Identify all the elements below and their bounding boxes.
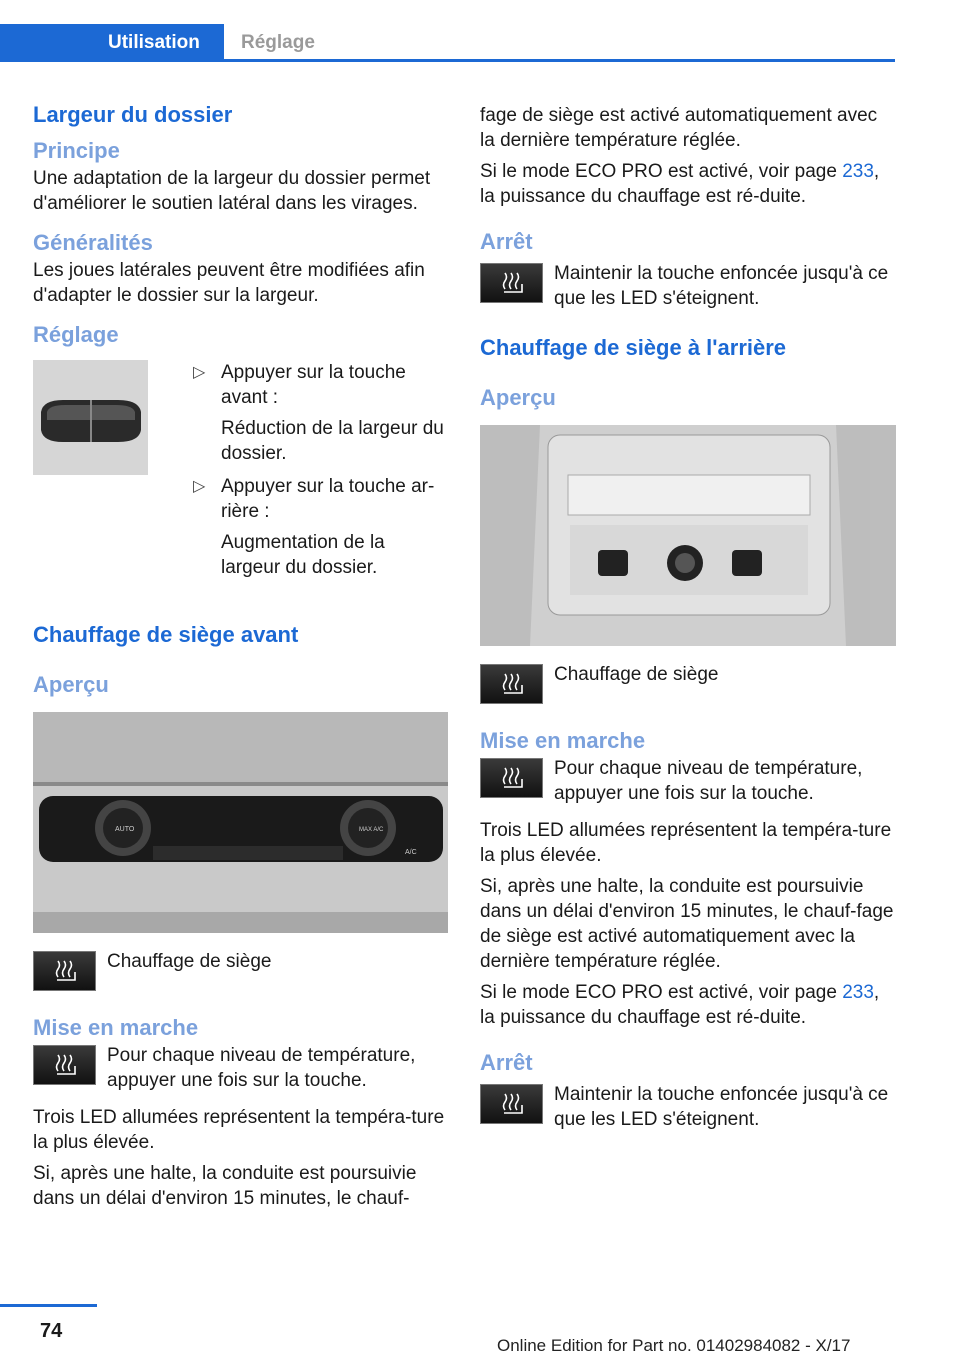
icon-row-arret-arriere: Maintenir la touche enfoncée jusqu'à ce que les LED s'éteignent. bbox=[480, 1082, 896, 1138]
footer-line bbox=[0, 1304, 97, 1307]
icon-row-caption: Chauffage de siège bbox=[33, 949, 448, 1005]
seat-heating-icon bbox=[33, 1045, 96, 1085]
icon-row-caption-arriere: Chauffage de siège bbox=[480, 662, 896, 718]
heading-principe: Principe bbox=[33, 138, 120, 163]
page-number: 74 bbox=[40, 1320, 63, 1342]
climate-panel-image bbox=[33, 712, 448, 933]
tab-bar bbox=[0, 24, 895, 62]
tab-reglage[interactable]: Réglage bbox=[241, 32, 315, 53]
section-title-chauffage-arriere: Chauffage de siège à l'arrière bbox=[480, 335, 787, 360]
edition-text: Online Edition for Part no. 01402984082 - X/17 bbox=[497, 1336, 851, 1355]
trois-led-text: Trois LED allumées représentent la tempéra-ture la plus élevée. bbox=[33, 1107, 445, 1153]
seat-heating-icon bbox=[480, 664, 543, 704]
rear-console-image bbox=[480, 425, 896, 646]
tab-underline bbox=[224, 59, 895, 62]
apres-halte-text-arriere: Si, après une halte, la conduite est poursuivie dans un délai d'environ 15 minutes, le chauf-fage de siège est activé automatiquement avec la dernière température réglée. bbox=[480, 876, 894, 972]
seat-heating-icon bbox=[33, 951, 96, 991]
section-title-largeur: Largeur du dossier bbox=[33, 102, 233, 127]
section-title-chauffage-avant: Chauffage de siège avant bbox=[33, 622, 299, 647]
seat-heating-icon bbox=[480, 1084, 543, 1124]
tab-utilisation[interactable]: Utilisation bbox=[0, 24, 224, 62]
heading-arret: Arrêt bbox=[480, 229, 533, 254]
principe-text: Une adaptation de la largeur du dossier permet d'améliorer le soutien latéral dans les virages. bbox=[33, 168, 431, 214]
icon-row-mise-arriere: Pour chaque niveau de température, appuyer une fois sur la touche. bbox=[480, 756, 896, 812]
apres-halte-text: Si, après une halte, la conduite est poursuivie dans un délai d'environ 15 minutes, le chauf- bbox=[33, 1163, 417, 1209]
generalites-text: Les joues latérales peuvent être modifiées afin d'adapter le dossier sur la largeur. bbox=[33, 260, 425, 306]
reglage-block bbox=[33, 360, 448, 610]
bullet-item-rear: ▷ Appuyer sur la touche ar-rière : Augmentation de la largeur du dossier. bbox=[193, 476, 435, 578]
panel-label-max-ac: MAX A/C bbox=[359, 827, 384, 833]
eco-pro-text: Si le mode ECO PRO est activé, voir page 233, la puissance du chauffage est ré-duite. bbox=[480, 161, 880, 207]
heading-arret-arriere: Arrêt bbox=[480, 1050, 533, 1075]
heading-reglage: Réglage bbox=[33, 322, 119, 347]
seat-heating-icon bbox=[480, 758, 543, 798]
icon-row-mise: Pour chaque niveau de température, appuyer une fois sur la touche. bbox=[33, 1043, 448, 1099]
continuation-text: fage de siège est activé automatiquement avec la dernière température réglée. bbox=[480, 105, 878, 151]
icon-row-arret: Maintenir la touche enfoncée jusqu'à ce que les LED s'éteignent. bbox=[480, 261, 896, 317]
seat-heating-icon bbox=[480, 263, 543, 303]
seat-width-button-image bbox=[33, 360, 148, 475]
eco-pro-text-arriere: Si le mode ECO PRO est activé, voir page 233, la puissance du chauffage est ré-duite. bbox=[480, 982, 880, 1028]
bullet-triangle-icon: ▷ bbox=[193, 478, 206, 495]
trois-led-text-arriere: Trois LED allumées représentent la tempéra-ture la plus élevée. bbox=[480, 820, 892, 866]
heading-mise-en-marche: Mise en marche bbox=[33, 1015, 199, 1040]
heading-apercu: Aperçu bbox=[33, 672, 109, 697]
bullet-triangle-icon: ▷ bbox=[193, 364, 206, 381]
right-column bbox=[480, 103, 896, 1138]
panel-label-ac: A/C bbox=[405, 849, 417, 856]
heading-mise-en-marche-arriere: Mise en marche bbox=[480, 728, 646, 753]
heading-apercu-arriere: Aperçu bbox=[480, 385, 556, 410]
heading-generalites: Généralités bbox=[33, 230, 153, 255]
page-link-233[interactable]: 233 bbox=[842, 161, 874, 182]
left-column bbox=[33, 100, 448, 1211]
panel-label-auto: AUTO bbox=[115, 826, 135, 833]
page-link-233[interactable]: 233 bbox=[842, 982, 874, 1003]
bullet-item-front: ▷ Appuyer sur la touche avant : Réduction de la largeur du dossier. bbox=[193, 362, 444, 464]
bullet-list bbox=[193, 360, 448, 580]
